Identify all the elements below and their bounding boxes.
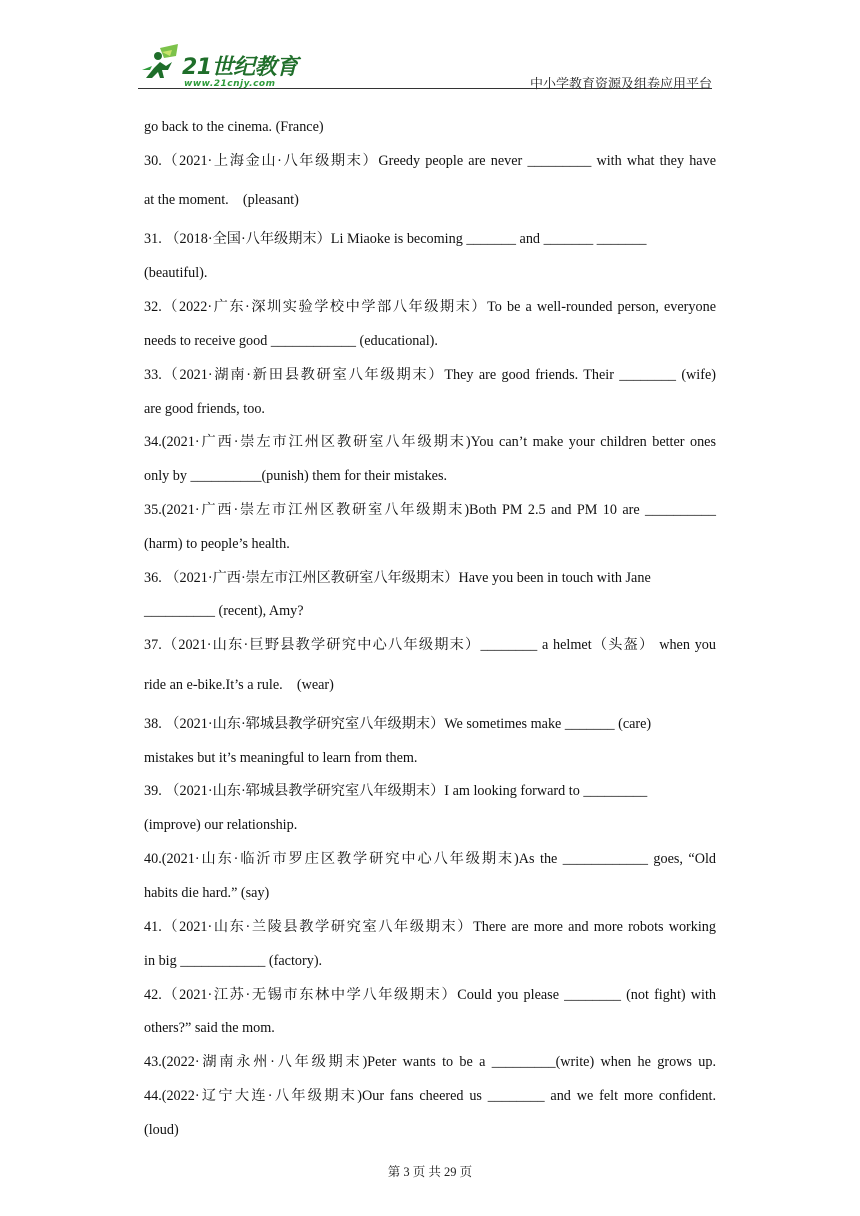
text-line: needs to receive good ____________ (educational). (144, 333, 438, 349)
text-line: __________ (recent), Amy? (144, 603, 304, 619)
page-number: 第 3 页 共 29 页 (387, 1165, 473, 1179)
text-line: at the moment. (pleasant) (144, 192, 299, 208)
question-41: 41.（2021·山东·兰陵县教学研究室八年级期末）There are more and more robots working (144, 919, 716, 935)
text-line: mistakes but it’s meaningful to learn from them. (144, 750, 418, 766)
question-33: 33.（2021·湖南·新田县教研室八年级期末）They are good friends. Their ________ (wife) (144, 367, 716, 383)
question-30: 30.（2021·上海金山·八年级期末）Greedy people are never _________ with what they have (144, 153, 716, 169)
question-39: 39. （2021·山东·郓城县教学研究室八年级期末）I am looking forward to _________ (144, 783, 648, 799)
logo-url: www.21cnjy.com (184, 79, 276, 89)
question-32: 32.（2022·广东·深圳实验学校中学部八年级期末）To be a well-rounded person, everyone (144, 299, 716, 315)
question-42: 42.（2021·江苏·无锡市东林中学八年级期末）Could you please ________ (not fight) with (144, 987, 716, 1003)
question-31: 31. （2018·全国·八年级期末）Li Miaoke is becoming _______ and _______ _______ (144, 231, 647, 247)
platform-name: 中小学教育资源及组卷应用平台 (529, 76, 712, 91)
text-line: only by __________(punish) them for their mistakes. (144, 468, 448, 484)
text-line: are good friends, too. (144, 401, 265, 417)
text-line: others?” said the mom. (144, 1020, 275, 1036)
text-line: in big ____________ (factory). (144, 953, 323, 969)
text-line: ride an e-bike.It’s a rule. (wear) (144, 677, 334, 693)
logo (138, 44, 338, 90)
question-37: 37.（2021·山东·巨野县教学研究中心八年级期末）________ a helmet（头盔） when you (144, 637, 716, 653)
text-line: go back to the cinema. (France) (144, 119, 324, 135)
question-43: 43.(2022·湖南永州·八年级期末)Peter wants to be a _________(write) when he grows up. (144, 1054, 716, 1070)
question-44: 44.(2022·辽宁大连·八年级期末)Our fans cheered us ________ and we felt more confident. (144, 1088, 716, 1104)
header-divider (138, 88, 712, 89)
question-35: 35.(2021·广西·崇左市江州区教研室八年级期末)Both PM 2.5 and PM 10 are __________ (144, 502, 716, 518)
text-line: (harm) to people’s health. (144, 536, 290, 552)
text-line: (loud) (144, 1122, 179, 1138)
logo-text: 21世纪教育 (182, 55, 298, 80)
page-header (138, 40, 712, 90)
text-line: (improve) our relationship. (144, 817, 298, 833)
question-38: 38. （2021·山东·郓城县教学研究室八年级期末）We sometimes make _______ (care) (144, 716, 652, 732)
question-36: 36. （2021·广西·崇左市江州区教研室八年级期末）Have you been in touch with Jane (144, 570, 651, 586)
question-40: 40.(2021·山东·临沂市罗庄区教学研究中心八年级期末)As the ____________ goes, “Old (144, 851, 716, 867)
question-34: 34.(2021·广西·崇左市江州区教研室八年级期末)You can’t make your children better ones (144, 434, 716, 450)
text-line: (beautiful). (144, 265, 208, 281)
text-line: habits die hard.” (say) (144, 885, 270, 901)
